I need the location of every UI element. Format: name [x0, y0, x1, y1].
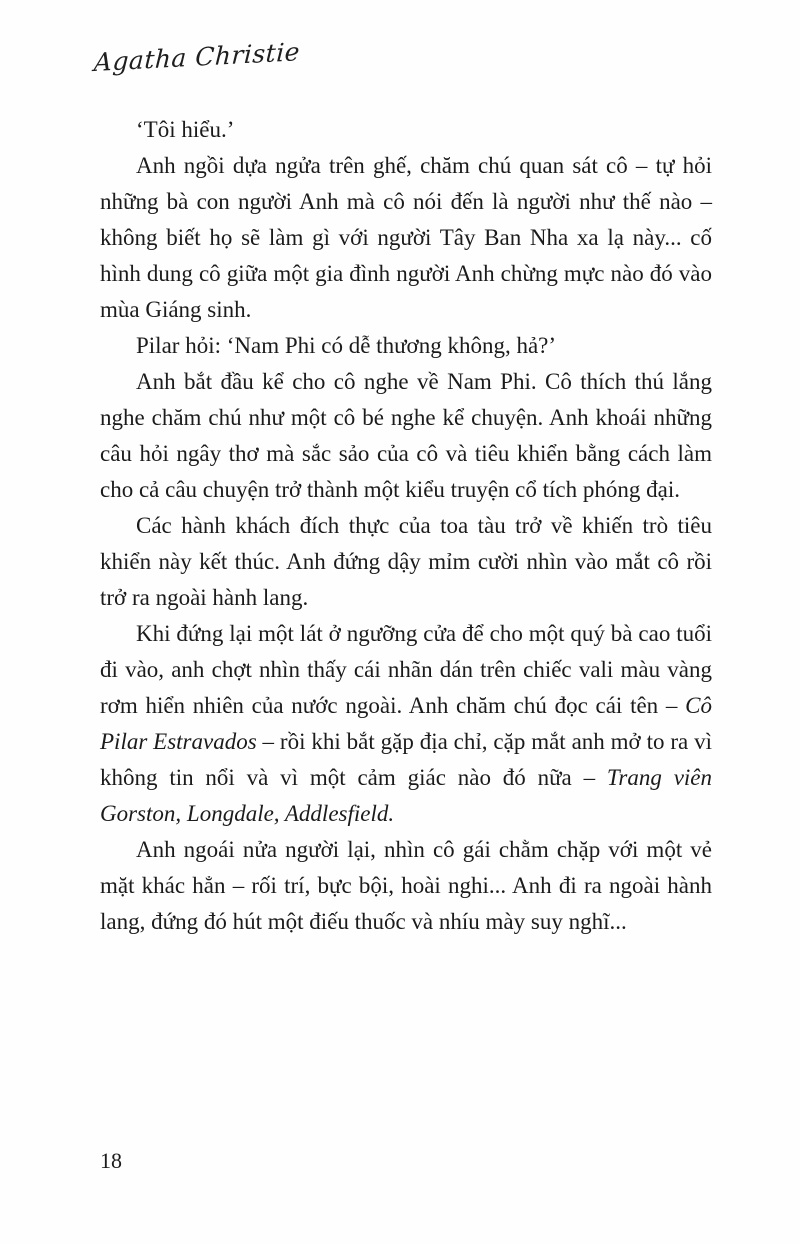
paragraph-text: Khi đứng lại một lát ở ngưỡng cửa để cho một quý bà cao tuổi đi vào, anh chợt nhìn thấy cái nhãn dán trên chiếc vali màu vàng rơm hiển nhiên của nước ngoài. Anh chăm chú đọc cái tên –: [100, 621, 712, 718]
paragraph-text-italic: Trang viên Gorston, Longdale, Addlesfield.: [100, 765, 713, 826]
paragraph-text: Các hành khách đích thực của toa tàu trở về khiến trò tiêu khiển này kết thúc. Anh đứng dậy mỉm cười nhìn vào mắt cô rồi trở ra ngoài hành lang.: [100, 513, 712, 610]
paragraph: [100, 328, 712, 364]
body-text: [100, 112, 712, 940]
paragraph-text: Anh ngồi dựa ngửa trên ghế, chăm chú quan sát cô – tự hỏi những bà con người Anh mà cô nói đến là người như thế nào – không biết họ sẽ làm gì với người Tây Ban Nha xa lạ này... cố hình dung cô giữa một gia đình người Anh chừng mực nào đó vào mùa Giáng sinh.: [100, 153, 712, 322]
paragraph: [100, 508, 712, 616]
paragraph-text: Anh bắt đầu kể cho cô nghe về Nam Phi. Cô thích thú lắng nghe chăm chú như một cô bé nghe kể chuyện. Anh khoái những câu hỏi ngây thơ mà sắc sảo của cô và tiêu khiển bằng cách làm cho cả câu chuyện trở thành một kiểu truyện cổ tích phóng đại.: [100, 369, 712, 502]
paragraph: [100, 112, 712, 148]
paragraph-text-italic: Cô Pilar Estravados: [100, 693, 712, 754]
author-signature: Agatha Christie: [93, 37, 301, 78]
paragraph: [100, 364, 712, 508]
paragraph-text: Pilar hỏi: ‘Nam Phi có dễ thương không, hả?’: [136, 333, 557, 358]
page-number: 18: [100, 1148, 122, 1173]
paragraph: [100, 148, 712, 328]
paragraph-text: Anh ngoái nửa người lại, nhìn cô gái chằm chặp với một vẻ mặt khác hẳn – rối trí, bực bội, hoài nghi... Anh đi ra ngoài hành lang, đứng đó hút một điếu thuốc và nhíu mày suy nghĩ...: [100, 837, 712, 934]
paragraph-text: ‘Tôi hiểu.’: [136, 117, 235, 142]
paragraph: [100, 832, 712, 940]
paragraph-text: – rồi khi bắt gặp địa chỉ, cặp mắt anh mở to ra vì không tin nổi và vì một cảm giác nào đó nữa –: [100, 729, 713, 790]
paragraph: [100, 616, 712, 832]
